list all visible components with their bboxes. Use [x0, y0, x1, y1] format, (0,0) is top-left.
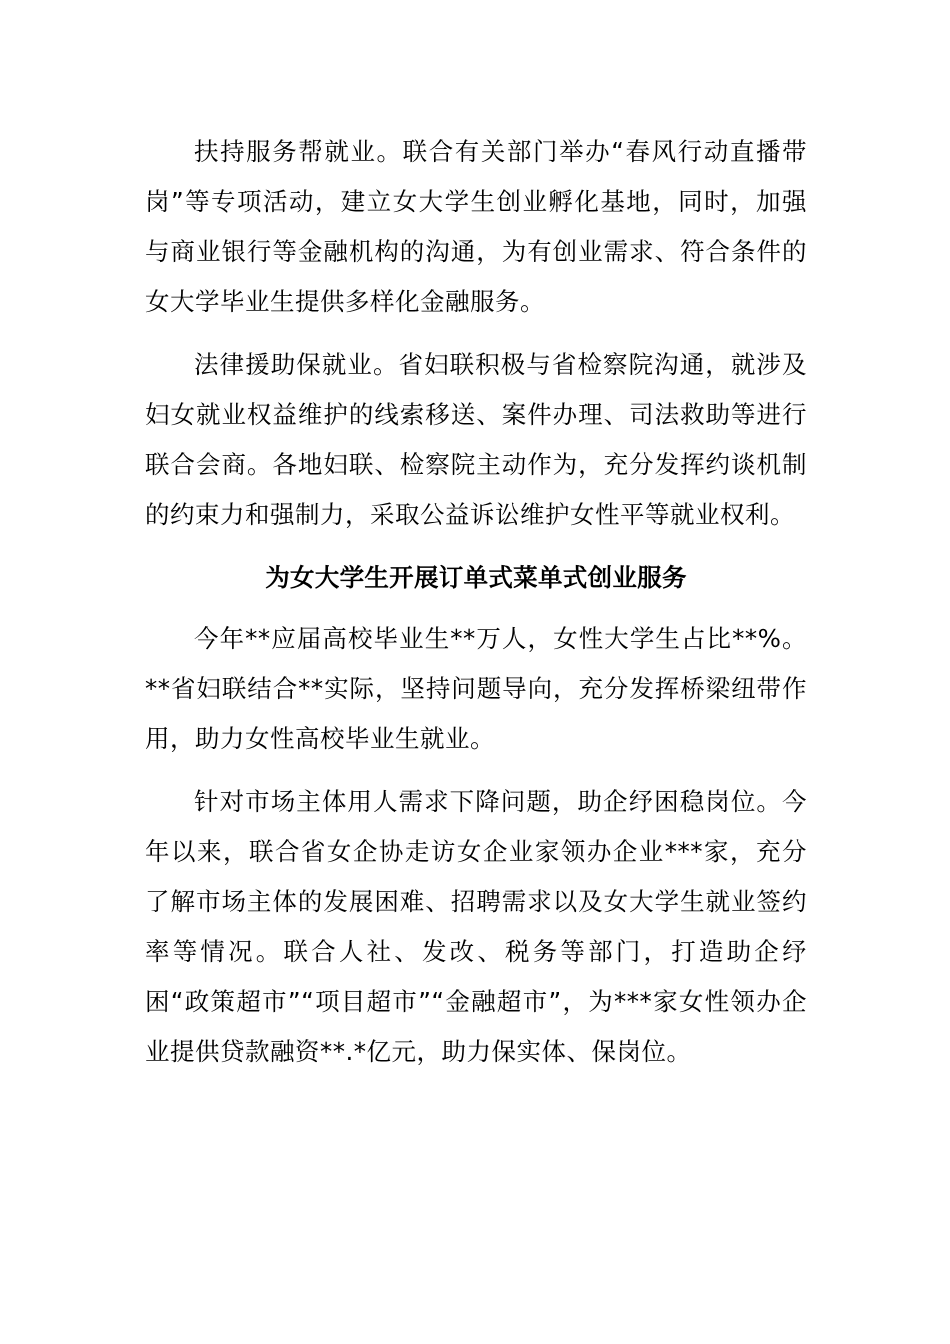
document-body — [145, 127, 807, 1090]
paragraph-enterprise-support: 针对市场主体用人需求下降问题，助企纾困稳岗位。今年以来，联合省女企协走访女企业家领办企业***家，充分了解市场主体的发展困难、招聘需求以及女大学生就业签约率等情况。联合人社、发改、税务等部门，打造助企纾困“政策超市”“项目超市”“金融超市”，为***家女性领办企业提供贷款融资**.*亿元，助力保实体、保岗位。 — [145, 787, 807, 1066]
paragraph-legal-aid: 法律援助保就业。省妇联积极与省检察院沟通，就涉及妇女就业权益维护的线索移送、案件办理、司法救助等进行联合会商。各地妇联、检察院主动作为，充分发挥约谈机制的约束力和强制力，采取公益诉讼维护女性平等就业权利。 — [145, 350, 807, 529]
paragraph-graduates-overview: 今年**应届高校毕业生**万人，女性大学生占比**%。**省妇联结合**实际，坚持问题导向，充分发挥桥梁纽带作用，助力女性高校毕业生就业。 — [145, 624, 807, 753]
paragraph-financial-services: 扶持服务帮就业。联合有关部门举办“春风行动直播带岗”等专项活动，建立女大学生创业孵化基地，同时，加强与商业银行等金融机构的沟通，为有创业需求、符合条件的女大学毕业生提供多样化金融服务。 — [145, 137, 807, 316]
section-heading: 为女大学生开展订单式菜单式创业服务 — [265, 563, 687, 592]
